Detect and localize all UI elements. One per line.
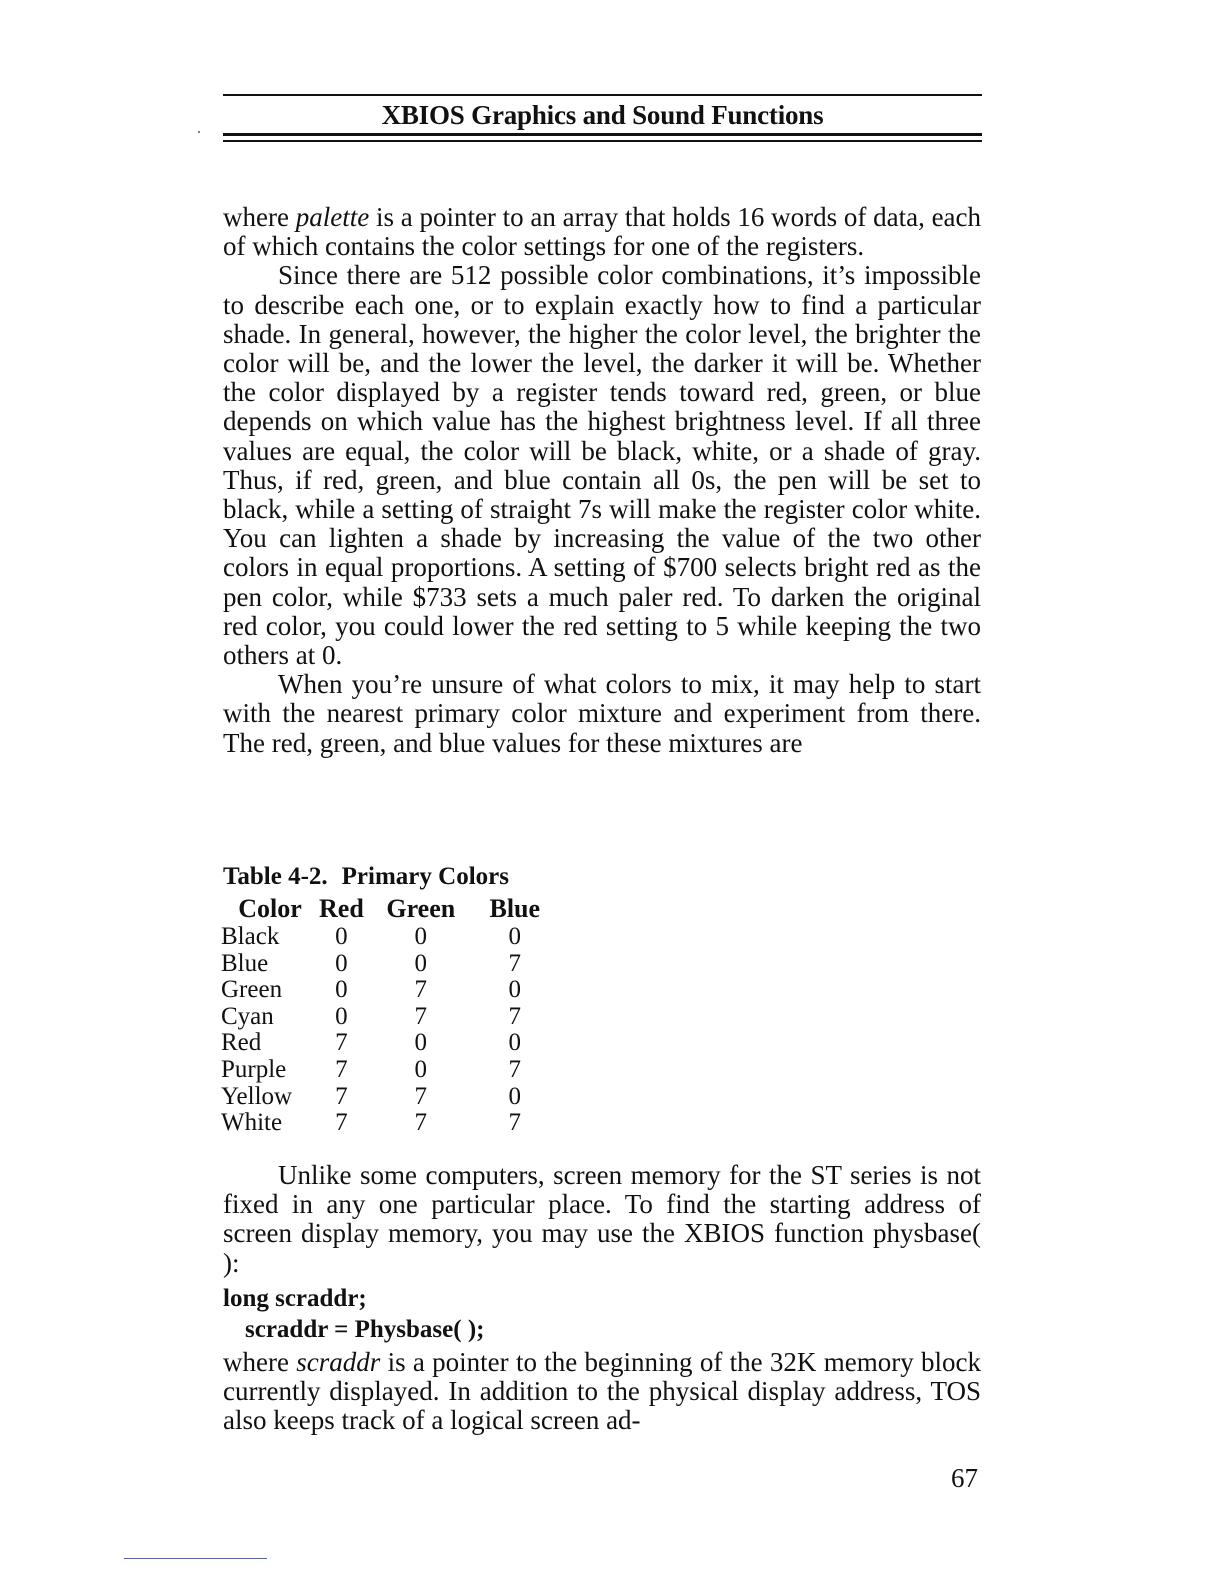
header-red: Red xyxy=(319,894,364,923)
header-green: Green xyxy=(386,894,456,923)
table-row: Red 7 0 0 xyxy=(221,1029,522,1057)
paragraph-scraddr: where scraddr is a pointer to the beginning of the 32K memory block currently displayed. In addition to the physical display address, TOS also keeps track of a logical screen ad- xyxy=(223,1347,981,1436)
paragraph-screen-memory: Unlike some computers, screen memory for the ST series is not fixed in any one particular place. To find the starting address of screen display memory, you may use the XBIOS function physbase( ): xyxy=(223,1160,981,1278)
header-blue: Blue xyxy=(489,894,541,923)
page-number: 67 xyxy=(951,1463,978,1493)
table-row: Purple 7 0 7 xyxy=(221,1055,522,1083)
primary-colors-table xyxy=(221,894,552,1137)
paragraph-color-combinations: Since there are 512 possible color combinations, it’s impossible to describe each one, or to explain exactly how to find a particular shade. In general, however, the higher the color level, the brighter the color will be, and the lower the level, the darker it will be. Whether the color displayed by a register tends toward red, green, or blue depends on which value has the highest brightness level. If all three values are equal, the color will be black, white, or a shade of gray. Thus, if red, green, and blue contain all 0s, the pen will be set to black, while a setting of straight 7s will make the register color white. You can lighten a shade by increasing the value of the two other colors in equal proportions. A setting of $700 selects bright red as the pen color, while $733 sets a much paler red. To darken the original red color, you could lower the red setting to 5 while keeping the two others at 0. xyxy=(223,260,981,671)
palette-term: palette xyxy=(295,202,370,232)
header-color: Color xyxy=(238,894,302,923)
paragraph-palette: where palette is a pointer to an array that holds 16 words of data, each of which contains the color settings for one of the registers. xyxy=(223,202,982,262)
scan-speck xyxy=(198,131,200,133)
table-row: Black 0 0 0 xyxy=(221,923,522,950)
code-line-declaration: long scraddr; xyxy=(223,1285,367,1312)
code-line-call: scraddr = Physbase( ); xyxy=(245,1316,485,1343)
table-number: Table 4-2. xyxy=(223,863,328,890)
table-caption xyxy=(223,862,509,892)
scraddr-term: scraddr xyxy=(296,1347,381,1377)
table-row: Cyan 0 7 7 xyxy=(221,1002,522,1030)
paragraph-primary-mixtures: When you’re unsure of what colors to mix, it may help to start with the nearest primary color mixture and experiment from there. The red, green, and blue values for these mixtures are xyxy=(223,669,981,758)
header-rule-thick xyxy=(223,133,982,136)
header-rule-thin xyxy=(223,140,982,142)
table-header-row xyxy=(221,894,552,924)
body-text-upper xyxy=(223,203,981,758)
table-row: Blue 0 0 7 xyxy=(221,949,522,977)
code-listing xyxy=(223,1283,484,1345)
header-rule-top xyxy=(223,94,982,96)
table-row: Green 0 7 0 xyxy=(221,976,522,1004)
table-row: White 7 7 7 xyxy=(221,1109,522,1137)
body-text-screen-memory xyxy=(223,1161,981,1278)
table-title: Primary Colors xyxy=(341,863,509,890)
footer-underline xyxy=(124,1558,267,1559)
table-row: Yellow 7 7 0 xyxy=(221,1082,522,1110)
body-text-lower xyxy=(223,1348,981,1436)
running-head: XBIOS Graphics and Sound Functions xyxy=(381,100,824,130)
